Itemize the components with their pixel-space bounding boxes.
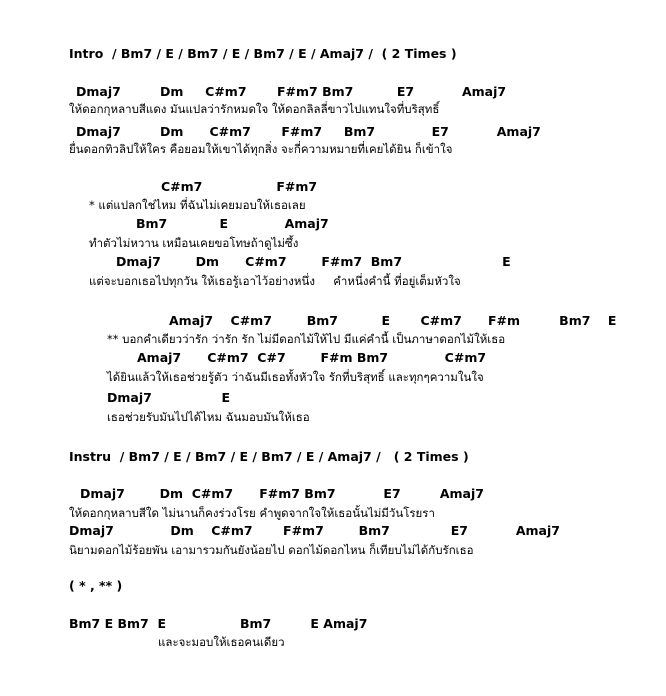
verse1-chord-line-2: Dmaj7 Dm C#m7 F#m7 Bm7 E7 Amaj7 (76, 124, 541, 139)
verse2-lyric-line-1: ให้ดอกกุหลาบสีใด ไม่นานก็คงร่วงโรย คำพูดจากใจให้เธอนั้นไม่มีวันโรยรา (69, 506, 435, 520)
chorus1-lyric-line-1: * แต่แปลกใช่ไหม ที่ฉันไม่เคยมอบให้เธอเลย (89, 198, 306, 212)
intro-line: Intro / Bm7 / E / Bm7 / E / Bm7 / E / Amaj7 / ( 2 Times ) (69, 46, 457, 61)
chorus1-lyric-line-3: แต่จะบอกเธอไปทุกวัน ให้เธอรู้เอาไว้อย่างหนึ่ง คำหนึ่งคำนี้ ที่อยู่เต็มหัวใจ (89, 274, 461, 288)
chorus2-chord-line-3: Dmaj7 E (107, 390, 230, 405)
chorus2-chord-line-2: Amaj7 C#m7 C#7 F#m Bm7 C#m7 (137, 350, 487, 365)
repeat-marker: ( * , ** ) (69, 578, 123, 593)
chorus2-lyric-line-2: ได้ยินแล้วให้เธอช่วยรู้ตัว ว่าฉันมีเธอทั้งหัวใจ รักที่บริสุทธิ์ และทุกๆความในใจ (107, 370, 484, 384)
chorus1-chord-line-3: Dmaj7 Dm C#m7 F#m7 Bm7 E (116, 254, 511, 269)
chorus2-lyric-line-1: ** บอกคำเดียวว่ารัก ว่ารัก รัก ไม่มีดอกไม้ให้ไป มีแค่คำนี้ เป็นภาษาดอกไม้ให้เธอ (107, 332, 506, 346)
outro-chord-line: Bm7 E Bm7 E Bm7 E Amaj7 (69, 616, 368, 631)
instru-line: Instru / Bm7 / E / Bm7 / E / Bm7 / E / Amaj7 / ( 2 Times ) (69, 449, 469, 464)
verse2-chord-line-1: Dmaj7 Dm C#m7 F#m7 Bm7 E7 Amaj7 (80, 486, 484, 501)
chorus1-lyric-line-2: ทำตัวไม่หวาน เหมือนเคยขอโทษถ้าดูไม่ซึ้ง (89, 236, 299, 250)
verse1-chord-line-1: Dmaj7 Dm C#m7 F#m7 Bm7 E7 Amaj7 (76, 84, 507, 99)
chorus2-lyric-line-3: เธอช่วยรับมันไปได้ไหม ฉันมอบมันให้เธอ (107, 410, 310, 424)
verse1-lyric-line-1: ให้ดอกกุหลาบสีแดง มันแปลว่ารักหมดใจ ให้ดอกลิลลี่ขาวไปแทนใจที่บริสุทธิ์ (69, 102, 440, 116)
chorus1-chord-line-1: C#m7 F#m7 (161, 179, 318, 194)
outro-lyric-line: และจะมอบให้เธอคนเดียว (158, 635, 285, 649)
chorus2-chord-line-1: Amaj7 C#m7 Bm7 E C#m7 F#m Bm7 E (169, 313, 617, 328)
verse2-lyric-line-2: นิยามดอกไม้ร้อยพัน เอามารวมกันยังน้อยไป ดอกไม้ดอกไหน ก็เทียบไม่ได้กับรักเธอ (69, 543, 474, 557)
verse2-chord-line-2: Dmaj7 Dm C#m7 F#m7 Bm7 E7 Amaj7 (69, 523, 560, 538)
verse1-lyric-line-2: ยื่นดอกทิวลิปให้ใคร คือยอมให้เขาได้ทุกสิ่ง จะกี่ความหมายที่เคยได้ยิน ก็เข้าใจ (69, 142, 453, 156)
chorus1-chord-line-2: Bm7 E Amaj7 (136, 216, 329, 231)
